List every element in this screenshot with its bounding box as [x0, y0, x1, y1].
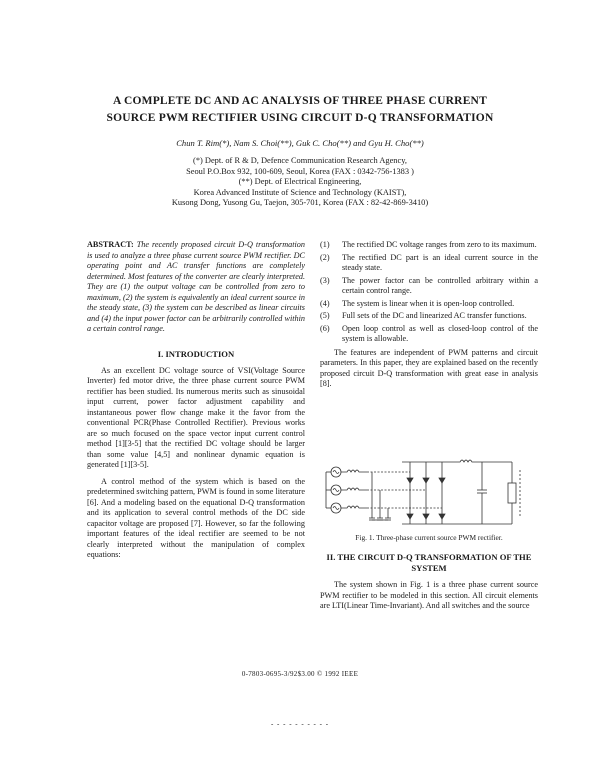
affiliation-line: Korea Advanced Institute of Science and Technology (KAIST), [193, 187, 407, 197]
affiliation-line: (**) Dept. of Electrical Engineering, [238, 177, 362, 187]
affiliation-line: Kusong Dong, Yusong Gu, Taejon, 305-701, Korea (FAX : 82-42-869-3410) [171, 198, 429, 208]
page-number: - - - - - - - - - - [270, 720, 330, 728]
affiliation-line: Seoul P.O.Box 932, 100-609, Seoul, Korea (FAX : 0342-756-1383 ) [186, 166, 414, 176]
list-item-number: (2) [320, 252, 330, 262]
abstract [87, 240, 305, 561]
section-2 [320, 552, 538, 612]
figure-caption: Fig. 1. Three-phase current source PWM rectifier. [355, 533, 503, 542]
list-item-number: (3) [320, 275, 330, 285]
feature-list [320, 240, 538, 390]
title-line-1: A COMPLETE DC AND AC ANALYSIS OF THREE PHASE CURRENT [113, 95, 487, 107]
section-heading-introduction: I. INTRODUCTION [157, 348, 235, 359]
list-item-number: (1) [320, 240, 330, 249]
list-item-number: (4) [320, 298, 330, 308]
affiliations [95, 156, 505, 209]
list-item-number: (6) [320, 323, 330, 333]
abstract-text: The recently proposed circuit D-Q transformation is used to analyze a three phase current source PWM rectifier. DC operating point and AC transfer functions are completely determined. Most features of the converter are clearly interpreted. They are (1) the output voltage can be controlled from zero to maximum, (2) the system is equivalently an ideal current source in the steady state, (3) the system can be described as linear circuits and (4) the input power factor can be arbitrarily controlled within a certain control range. [87, 240, 305, 333]
line-inductor-a [341, 470, 367, 472]
affiliation-line: (*) Dept. of R & D, Defence Communication Research Agency, [193, 156, 407, 165]
list-item-text: The system is linear when it is open-loop controlled. [342, 298, 515, 308]
list-item [320, 324, 538, 345]
list-item [320, 311, 538, 322]
title-line-2: SOURCE PWM RECTIFIER USING CIRCUIT D-Q TRANSFORMATION [106, 112, 494, 124]
list-item-text: Open loop control as well as closed-loop control of the system is allowable. [342, 323, 538, 343]
section-heading-circuit-dq: II. THE CIRCUIT D-Q TRANSFORMATION OF THE SYSTEM [326, 552, 532, 573]
abstract-label: ABSTRACT: [87, 240, 134, 249]
list-item-text: Full sets of the DC and linearized AC transfer functions. [342, 311, 527, 320]
dc-inductor [452, 460, 484, 462]
list-item [320, 276, 538, 297]
list-item-number: (5) [320, 311, 330, 320]
intro-paragraph-1: As an excellent DC voltage source of VSI(Voltage Source Inverter) fed motor drive, the three phase current source PWM rectifier has been studied. Its numerous merits such as sinusoidal input current, power factor adjustment capability and instantaneous power flow change make it the favor from the conventional PCR(Phase Controlled Rectifier). Previous works are so much focused on the space vector input current control method [1][3-5] that the rectified DC voltage should be larger than some value [4,5] and nonlinear dynamic equation is generated [1][3-5]. [87, 365, 305, 469]
features-paragraph: The features are independent of PWM patterns and circuit parameters. In this paper, they are explained based on the recently proposed circuit D-Q transformation with great ease in analysis [8]. [320, 347, 538, 388]
paper-title [60, 93, 540, 127]
section-2-paragraph: The system shown in Fig. 1 is a three phase current source PWM rectifier to be modeled in this section. All circuit elements are LTI(Linear Time-Invariant). And all switches and the source [320, 580, 538, 610]
list-item-text: The rectified DC voltage ranges from zero to its maximum. [342, 240, 537, 249]
copyright-footer: 0-7803-0695-3/92$3.00 © 1992 IEEE [241, 670, 359, 678]
author-list: Chun T. Rim(*), Nam S. Choi(**), Guk C. Cho(**) and Gyu H. Cho(**) [176, 138, 424, 148]
list-item-text: The rectified DC part is an ideal current source in the steady state. [342, 252, 538, 272]
list-item-text: The power factor can be controlled arbitrary within a certain control range. [342, 275, 538, 295]
line-inductor-c [341, 506, 367, 508]
line-inductor-b [341, 488, 367, 490]
load-resistor [508, 483, 516, 503]
intro-paragraph-2: A control method of the system which is based on the predetermined switching pattern, PWM is found in some literature [6]. And a modeling based on the equational D-Q transformation and its application to several control methods of the DC side capacitor voltage are proposed [7]. However, so far the following important features of the ideal rectifier are seemed to be not clearly interpreted without the manipulation of complex equations: [87, 476, 305, 559]
list-item [320, 240, 538, 251]
circuit-figure [322, 458, 536, 532]
list-item [320, 253, 538, 274]
list-item [320, 299, 538, 310]
